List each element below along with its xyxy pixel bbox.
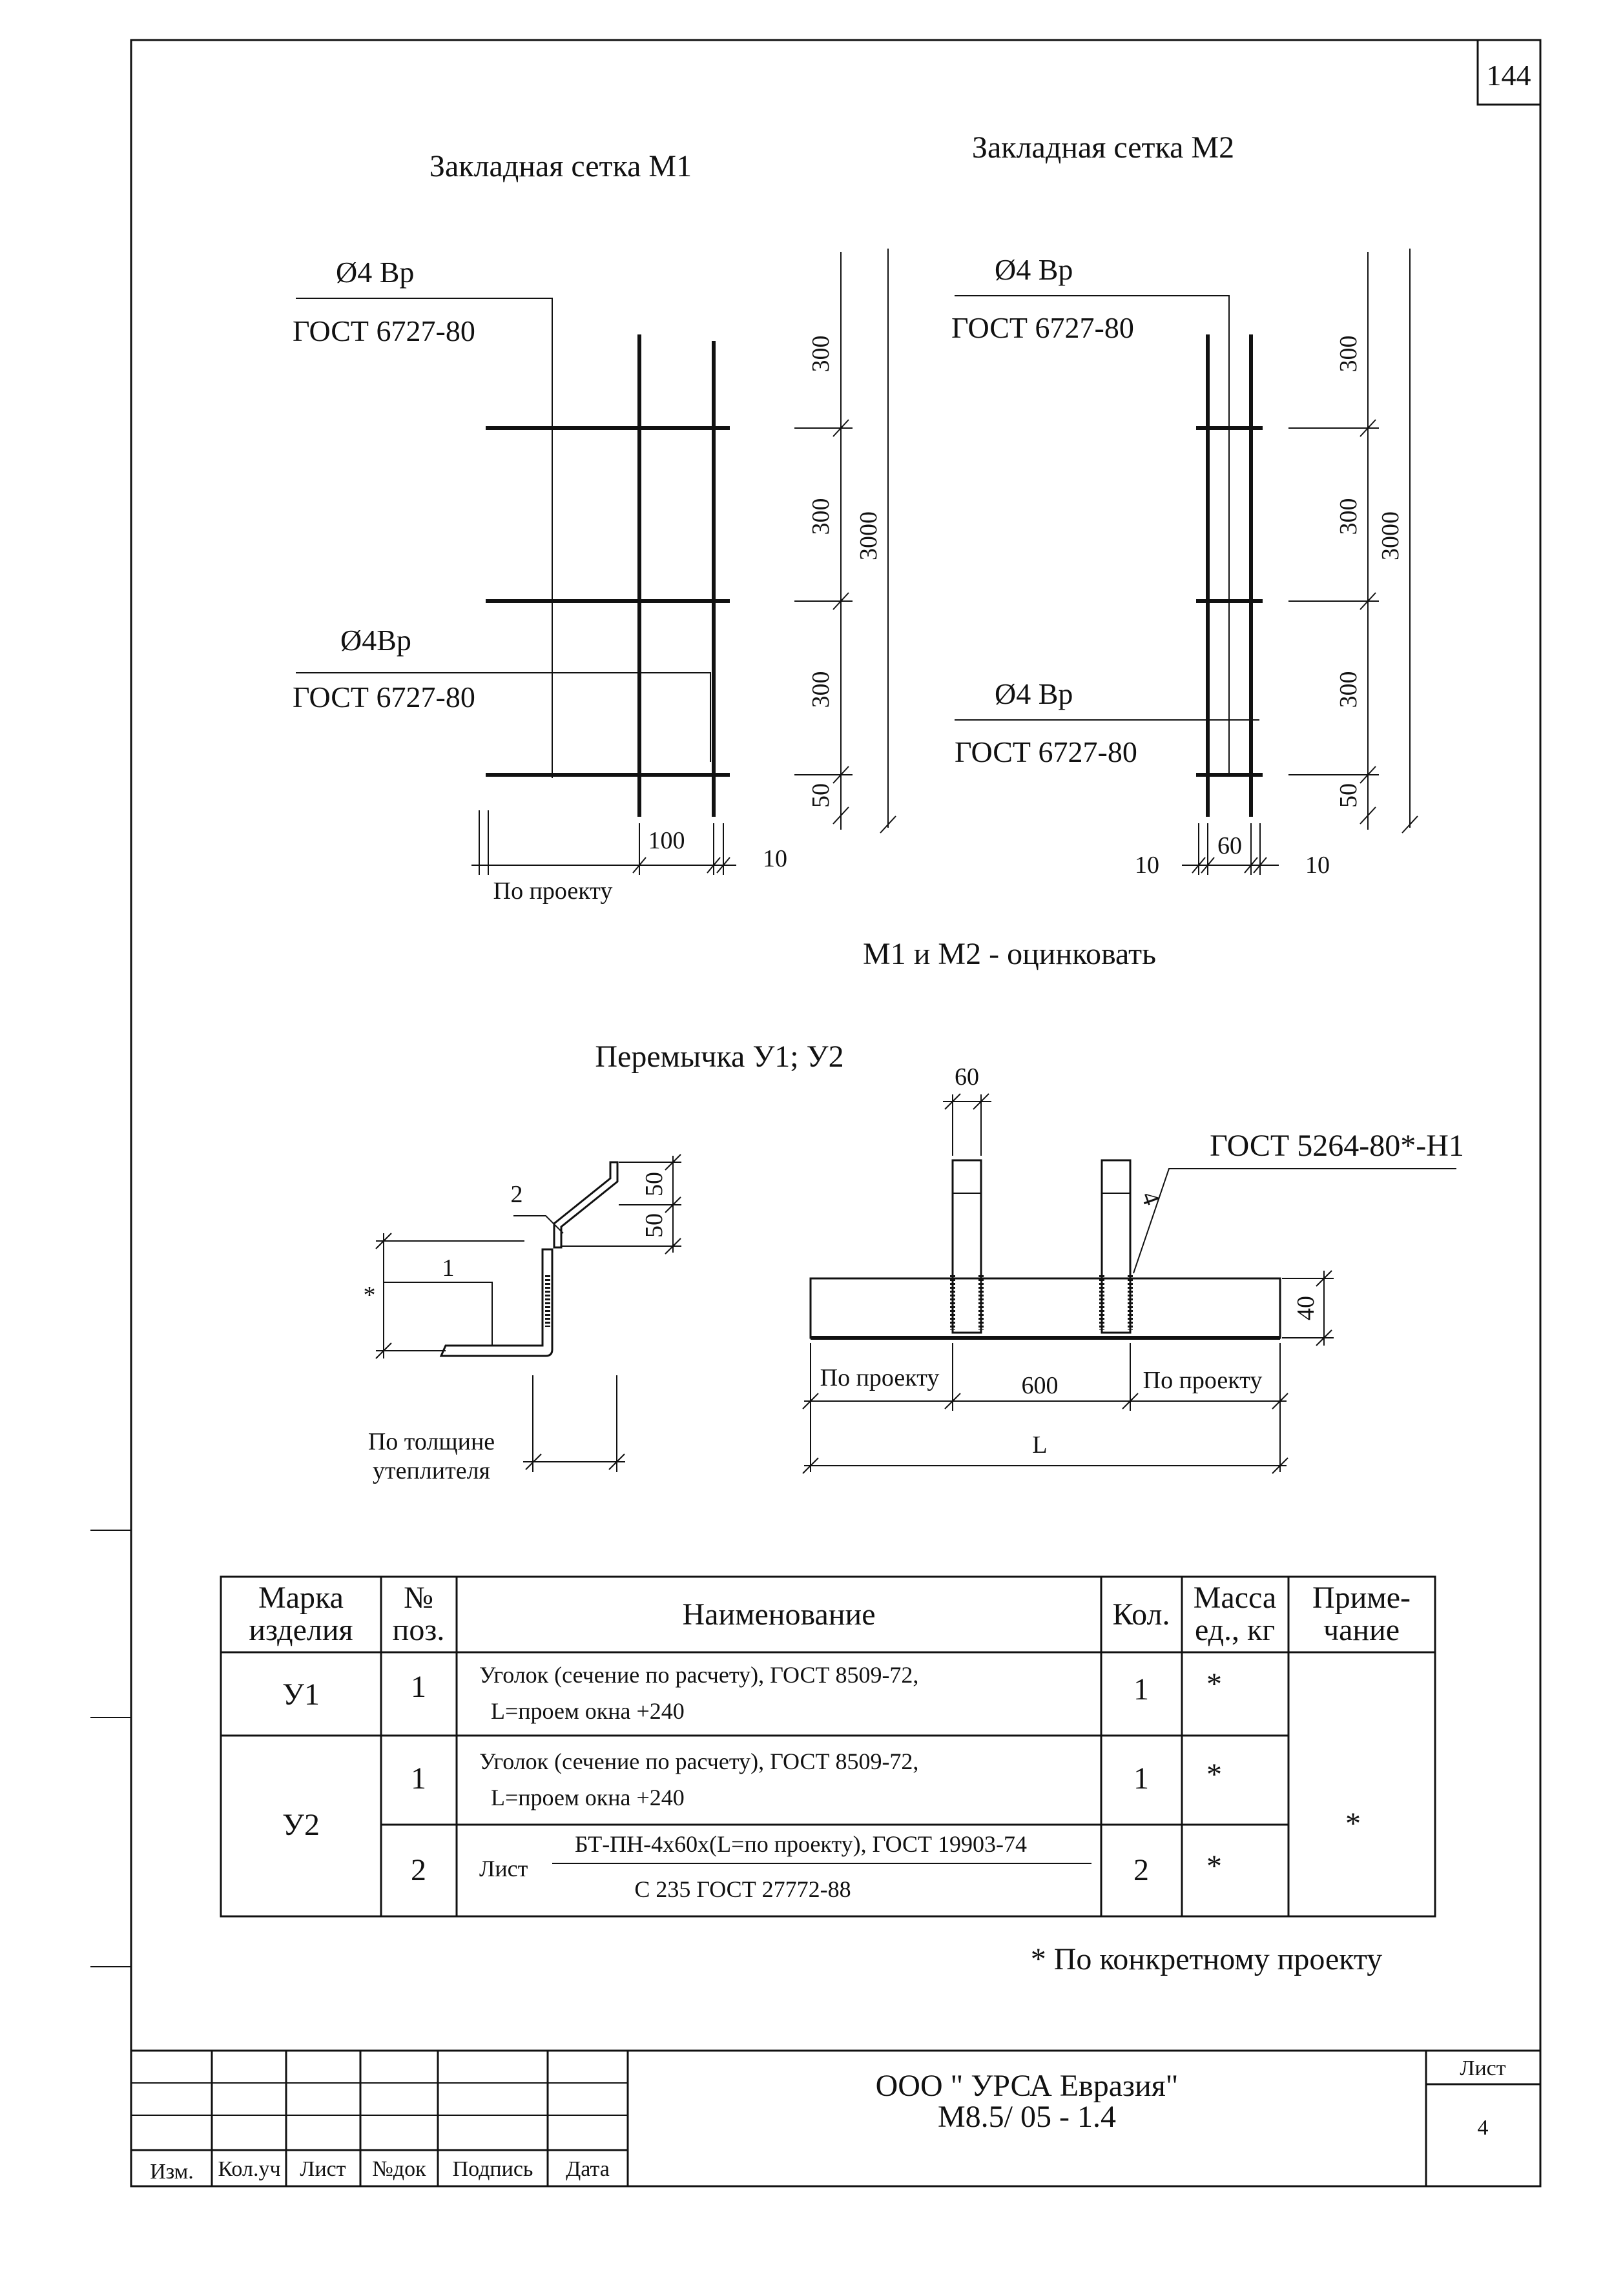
section-height-star: * (363, 1282, 376, 1309)
th-mass-line2: ед., кг (1194, 1613, 1276, 1647)
angle-elevation (811, 1278, 1280, 1338)
mesh-m1-bar-top-gost: ГОСТ 6727-80 (293, 314, 475, 347)
cell-pos: 2 (411, 1853, 426, 1887)
angle-section (441, 1249, 552, 1356)
table-row (282, 1748, 1222, 1842)
mesh-m2-title: Закладная сетка М2 (971, 130, 1235, 165)
cell-mass: * (1206, 1849, 1222, 1883)
mesh-m1-dim-total: 3000 (855, 511, 882, 560)
lintel-elevation-drawing (803, 1063, 1464, 1473)
stamp-sheet-label: Лист (1460, 2056, 1506, 2080)
cell-name-line2: L=проем окна +240 (491, 1785, 685, 1810)
plate-elevation-right (1102, 1160, 1130, 1333)
dim-600: 600 (1021, 1372, 1059, 1399)
plate-dim-50: 50 (641, 1172, 668, 1196)
stamp-col-data: Дата (566, 2157, 610, 2181)
mesh-m1-drawing (293, 149, 896, 905)
th-qty: Кол. (1112, 1597, 1170, 1632)
cell-note: * (1345, 1807, 1361, 1841)
angle-height-dim: 40 (1292, 1296, 1319, 1320)
mesh-m2-dim-300: 300 (1335, 671, 1362, 708)
dim-by-project-right: По проекту (1143, 1367, 1263, 1394)
cell-qty: 2 (1133, 1853, 1149, 1887)
plate-elevation-left (953, 1160, 981, 1333)
mesh-m2-dim-300: 300 (1335, 335, 1362, 373)
cell-name-prefix: Лист (479, 1856, 528, 1881)
stamp-company: ООО " УРСА Евразия" (875, 2069, 1179, 2103)
mesh-m2-dim-50: 50 (1335, 783, 1362, 808)
th-note-line1: Приме- (1312, 1581, 1411, 1615)
plate-dim-50: 50 (641, 1213, 668, 1238)
mesh-m1-bar-bottom-gost: ГОСТ 6727-80 (293, 681, 475, 713)
cell-pos: 1 (411, 1670, 426, 1704)
stamp-col-podpis: Подпись (452, 2157, 533, 2181)
mesh-m1-dim-project: По проекту (493, 877, 613, 905)
mesh-m1-dim-50: 50 (807, 783, 834, 808)
th-pos-line1: № (404, 1581, 433, 1615)
insulation-label-line1: По толщине (367, 1428, 495, 1455)
pos2-label: 2 (510, 1181, 523, 1208)
mesh-m1-dim-300: 300 (807, 671, 834, 708)
mesh-m1-dim-edge: 10 (763, 845, 787, 872)
cell-mark: У1 (282, 1677, 320, 1712)
mesh-m2-dim-width: 60 (1217, 832, 1242, 859)
mesh-m1-title: Закладная сетка М1 (429, 149, 692, 183)
dim-by-project-left: По проекту (820, 1364, 940, 1391)
cell-qty: 1 (1133, 1672, 1149, 1707)
cell-mark: У2 (282, 1808, 320, 1842)
pos1-label: 1 (442, 1255, 455, 1282)
cell-pos: 1 (411, 1761, 426, 1796)
plate-section (554, 1162, 617, 1247)
cell-name-denominator: С 235 ГОСТ 27772-88 (634, 1876, 851, 1902)
mesh-m2-bar-bottom-gost: ГОСТ 6727-80 (955, 735, 1137, 768)
cell-name-line1: Уголок (сечение по расчету), ГОСТ 8509-72, (479, 1662, 919, 1688)
mesh-m1-bar-bottom-label: Ø4Вр (340, 624, 411, 657)
stamp-col-izm: Изм. (150, 2160, 194, 2184)
th-note-line2: чание (1323, 1613, 1400, 1647)
mesh-m1-dim-300: 300 (807, 498, 834, 535)
th-mass-line1: Масса (1193, 1581, 1277, 1615)
th-mark-line1: Марка (258, 1581, 344, 1615)
dim-length-l: L (1032, 1431, 1048, 1459)
lintel-title: Перемычка У1; У2 (595, 1040, 844, 1074)
mesh-m2-dim-300: 300 (1335, 498, 1362, 535)
mesh-m2-bar-bottom-label: Ø4 Вр (995, 677, 1073, 710)
cell-name-line1: Уголок (сечение по расчету), ГОСТ 8509-72, (479, 1748, 919, 1774)
sheet-number-box (1478, 40, 1540, 105)
title-block (131, 2051, 1540, 2186)
sheet-number: 144 (1486, 59, 1531, 92)
mesh-m1-bar-top-label: Ø4 Вр (336, 256, 415, 289)
stamp-col-list: Лист (300, 2157, 346, 2181)
mesh-m1-dim-width: 100 (648, 827, 685, 854)
pos2-leader (513, 1216, 563, 1233)
th-mark-line2: изделия (249, 1613, 353, 1647)
th-pos-line2: поз. (392, 1613, 445, 1647)
spec-table (221, 1577, 1435, 1916)
stamp-code: М8.5/ 05 - 1.4 (938, 2100, 1116, 2134)
zinc-coating-note: М1 и М2 - оцинковать (863, 937, 1156, 971)
pos1-leader (384, 1282, 492, 1346)
weld-callout-leader (1133, 1169, 1456, 1273)
mesh-m1-dim-300: 300 (807, 335, 834, 373)
mesh-m2-drawing (951, 130, 1418, 879)
stamp-sheet-value: 4 (1477, 2116, 1489, 2140)
mesh-m2-dim-edge-right: 10 (1305, 852, 1330, 879)
cell-name-numerator: БТ-ПН-4х60х(L=по проекту), ГОСТ 19903-74 (575, 1831, 1027, 1857)
table-row (282, 1662, 1222, 1724)
lintel-section-drawing (364, 1154, 682, 1484)
th-name: Наименование (682, 1597, 876, 1632)
cell-name-line2: L=проем окна +240 (491, 1698, 685, 1724)
sheet-frame (131, 40, 1540, 2186)
mesh-m2-bar-top-label: Ø4 Вр (995, 253, 1073, 286)
mesh-m2-dim-total: 3000 (1377, 511, 1404, 560)
cell-mass: * (1206, 1758, 1222, 1792)
weld-leg-size: 4 (1135, 1187, 1166, 1209)
mesh-m2-dim-edge-left: 10 (1135, 852, 1159, 879)
stamp-col-ndok: №док (372, 2157, 426, 2181)
mesh-m2-bar-top-gost: ГОСТ 6727-80 (951, 311, 1134, 344)
stamp-col-kol-uch: Кол.уч (218, 2157, 281, 2181)
insulation-label-line2: утеплителя (372, 1457, 491, 1484)
strip-width-dim: 60 (955, 1063, 979, 1091)
weld-gost-label: ГОСТ 5264-80*-Н1 (1210, 1129, 1464, 1163)
cell-qty: 1 (1133, 1761, 1149, 1796)
footnote: * По конкретному проекту (1030, 1942, 1383, 1976)
cell-mass: * (1206, 1667, 1222, 1701)
